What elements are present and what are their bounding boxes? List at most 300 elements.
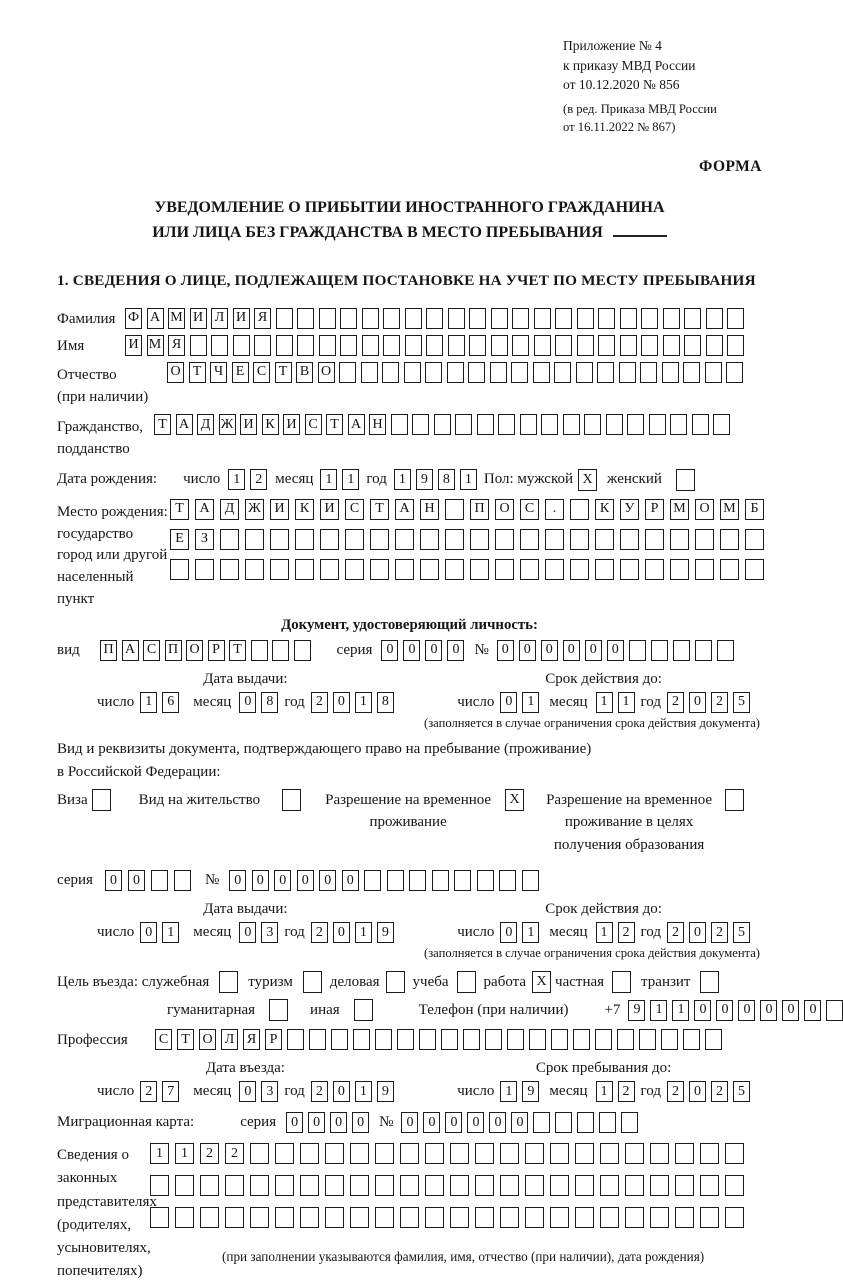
char-cell[interactable]: [400, 1143, 419, 1164]
birth-place-boxes-row2[interactable]: [170, 529, 764, 550]
char-cell[interactable]: [625, 1207, 644, 1228]
char-cell[interactable]: .: [545, 499, 564, 520]
char-cell[interactable]: [151, 870, 168, 891]
char-cell[interactable]: [425, 1207, 444, 1228]
char-cell[interactable]: [225, 1175, 244, 1196]
char-cell[interactable]: [454, 870, 471, 891]
char-cell[interactable]: [319, 335, 336, 356]
char-cell[interactable]: [391, 414, 408, 435]
char-cell[interactable]: [645, 559, 664, 580]
char-cell[interactable]: [397, 1029, 414, 1050]
char-cell[interactable]: [455, 414, 472, 435]
char-cell[interactable]: М: [147, 335, 164, 356]
char-cell[interactable]: 0: [239, 692, 256, 713]
char-cell[interactable]: 0: [511, 1112, 528, 1133]
char-cell[interactable]: [627, 414, 644, 435]
char-cell[interactable]: [420, 559, 439, 580]
char-cell[interactable]: О: [199, 1029, 216, 1050]
char-cell[interactable]: 0: [425, 640, 442, 661]
char-cell[interactable]: 9: [377, 1081, 394, 1102]
char-cell[interactable]: [200, 1175, 219, 1196]
char-cell[interactable]: [441, 1029, 458, 1050]
char-cell[interactable]: [225, 1207, 244, 1228]
char-cell[interactable]: [639, 1029, 656, 1050]
char-cell[interactable]: 6: [162, 692, 179, 713]
char-cell[interactable]: [713, 414, 730, 435]
char-cell[interactable]: [362, 308, 379, 329]
char-cell[interactable]: [375, 1029, 392, 1050]
char-cell[interactable]: [725, 1175, 744, 1196]
char-cell[interactable]: [468, 362, 485, 383]
char-cell[interactable]: 2: [311, 1081, 328, 1102]
char-cell[interactable]: 2: [667, 1081, 684, 1102]
birth-day-boxes[interactable]: [228, 469, 267, 490]
char-cell[interactable]: Т: [154, 414, 171, 435]
char-cell[interactable]: [375, 1175, 394, 1196]
char-cell[interactable]: 0: [500, 922, 517, 943]
char-cell[interactable]: 2: [618, 922, 635, 943]
char-cell[interactable]: [469, 308, 486, 329]
char-cell[interactable]: 1: [672, 1000, 689, 1021]
char-cell[interactable]: 0: [252, 870, 269, 891]
char-cell[interactable]: [575, 1175, 594, 1196]
char-cell[interactable]: [706, 335, 723, 356]
char-cell[interactable]: [447, 362, 464, 383]
char-cell[interactable]: [649, 414, 666, 435]
char-cell[interactable]: [445, 559, 464, 580]
char-cell[interactable]: [370, 529, 389, 550]
char-cell[interactable]: [400, 1207, 419, 1228]
legal-reps-boxes-row3[interactable]: [150, 1207, 744, 1228]
char-cell[interactable]: [520, 559, 539, 580]
char-cell[interactable]: [621, 1112, 638, 1133]
char-cell[interactable]: Л: [211, 308, 228, 329]
char-cell[interactable]: Д: [197, 414, 214, 435]
char-cell[interactable]: [554, 362, 571, 383]
char-cell[interactable]: [405, 335, 422, 356]
char-cell[interactable]: [364, 870, 381, 891]
char-cell[interactable]: [684, 308, 701, 329]
char-cell[interactable]: 0: [445, 1112, 462, 1133]
char-cell[interactable]: 0: [716, 1000, 733, 1021]
char-cell[interactable]: [577, 335, 594, 356]
char-cell[interactable]: И: [320, 499, 339, 520]
birth-month-boxes[interactable]: [320, 469, 359, 490]
char-cell[interactable]: Т: [370, 499, 389, 520]
char-cell[interactable]: [361, 362, 378, 383]
char-cell[interactable]: [470, 559, 489, 580]
char-cell[interactable]: [675, 1143, 694, 1164]
char-cell[interactable]: [600, 1207, 619, 1228]
char-cell[interactable]: [675, 1175, 694, 1196]
char-cell[interactable]: П: [165, 640, 182, 661]
char-cell[interactable]: [570, 499, 589, 520]
char-cell[interactable]: 2: [618, 1081, 635, 1102]
residence-issue-year[interactable]: [311, 922, 394, 943]
char-cell[interactable]: [375, 1143, 394, 1164]
char-cell[interactable]: 8: [377, 692, 394, 713]
char-cell[interactable]: 1: [355, 922, 372, 943]
char-cell[interactable]: [595, 1029, 612, 1050]
char-cell[interactable]: О: [495, 499, 514, 520]
char-cell[interactable]: [331, 1029, 348, 1050]
char-cell[interactable]: Д: [220, 499, 239, 520]
char-cell[interactable]: 9: [377, 922, 394, 943]
char-cell[interactable]: [370, 559, 389, 580]
purpose-study-checkbox[interactable]: [457, 971, 476, 993]
char-cell[interactable]: 2: [311, 692, 328, 713]
identity-issue-day[interactable]: [140, 692, 179, 713]
char-cell[interactable]: С: [305, 414, 322, 435]
char-cell[interactable]: Е: [170, 529, 189, 550]
char-cell[interactable]: [533, 1112, 550, 1133]
char-cell[interactable]: [409, 870, 426, 891]
char-cell[interactable]: И: [270, 499, 289, 520]
char-cell[interactable]: [600, 1143, 619, 1164]
purpose-tourism-checkbox[interactable]: [303, 971, 322, 993]
char-cell[interactable]: [150, 1207, 169, 1228]
char-cell[interactable]: [673, 640, 690, 661]
char-cell[interactable]: 1: [355, 692, 372, 713]
char-cell[interactable]: [570, 559, 589, 580]
char-cell[interactable]: Н: [420, 499, 439, 520]
char-cell[interactable]: [250, 1175, 269, 1196]
char-cell[interactable]: [383, 308, 400, 329]
char-cell[interactable]: [297, 335, 314, 356]
char-cell[interactable]: [220, 559, 239, 580]
char-cell[interactable]: [727, 335, 744, 356]
char-cell[interactable]: 0: [563, 640, 580, 661]
char-cell[interactable]: [426, 308, 443, 329]
char-cell[interactable]: [445, 499, 464, 520]
sex-male-checkbox[interactable]: X: [578, 469, 597, 491]
char-cell[interactable]: Т: [189, 362, 206, 383]
entry-day[interactable]: [140, 1081, 179, 1102]
char-cell[interactable]: 9: [522, 1081, 539, 1102]
citizenship-boxes[interactable]: [154, 414, 730, 435]
char-cell[interactable]: [345, 559, 364, 580]
char-cell[interactable]: [272, 640, 289, 661]
char-cell[interactable]: Я: [243, 1029, 260, 1050]
char-cell[interactable]: 1: [596, 692, 613, 713]
char-cell[interactable]: [275, 1207, 294, 1228]
char-cell[interactable]: [425, 1175, 444, 1196]
char-cell[interactable]: И: [190, 308, 207, 329]
char-cell[interactable]: [507, 1029, 524, 1050]
char-cell[interactable]: А: [147, 308, 164, 329]
char-cell[interactable]: 0: [239, 922, 256, 943]
identity-expiry-day[interactable]: [500, 692, 539, 713]
entry-year[interactable]: [311, 1081, 394, 1102]
char-cell[interactable]: [705, 1029, 722, 1050]
char-cell[interactable]: С: [345, 499, 364, 520]
char-cell[interactable]: [625, 1175, 644, 1196]
char-cell[interactable]: [195, 559, 214, 580]
char-cell[interactable]: [550, 1207, 569, 1228]
char-cell[interactable]: 7: [162, 1081, 179, 1102]
char-cell[interactable]: [575, 1143, 594, 1164]
residence-expiry-year[interactable]: [667, 922, 750, 943]
char-cell[interactable]: [727, 308, 744, 329]
char-cell[interactable]: [382, 362, 399, 383]
purpose-humanitarian-checkbox[interactable]: [269, 999, 288, 1021]
char-cell[interactable]: [512, 308, 529, 329]
char-cell[interactable]: [400, 1175, 419, 1196]
char-cell[interactable]: [470, 529, 489, 550]
char-cell[interactable]: 1: [618, 692, 635, 713]
char-cell[interactable]: Т: [170, 499, 189, 520]
char-cell[interactable]: К: [295, 499, 314, 520]
char-cell[interactable]: [695, 640, 712, 661]
char-cell[interactable]: [620, 335, 637, 356]
char-cell[interactable]: [695, 559, 714, 580]
char-cell[interactable]: 0: [804, 1000, 821, 1021]
char-cell[interactable]: [450, 1207, 469, 1228]
char-cell[interactable]: [641, 335, 658, 356]
char-cell[interactable]: 2: [711, 1081, 728, 1102]
char-cell[interactable]: [300, 1207, 319, 1228]
char-cell[interactable]: 1: [150, 1143, 169, 1164]
char-cell[interactable]: [170, 559, 189, 580]
char-cell[interactable]: [445, 529, 464, 550]
char-cell[interactable]: [477, 870, 494, 891]
char-cell[interactable]: [463, 1029, 480, 1050]
profession-boxes[interactable]: [155, 1029, 722, 1050]
char-cell[interactable]: П: [100, 640, 117, 661]
char-cell[interactable]: 0: [330, 1112, 347, 1133]
char-cell[interactable]: [345, 529, 364, 550]
char-cell[interactable]: [683, 362, 700, 383]
char-cell[interactable]: [670, 529, 689, 550]
char-cell[interactable]: [598, 335, 615, 356]
char-cell[interactable]: [550, 1175, 569, 1196]
char-cell[interactable]: [276, 308, 293, 329]
char-cell[interactable]: [640, 362, 657, 383]
char-cell[interactable]: [619, 362, 636, 383]
char-cell[interactable]: [340, 308, 357, 329]
char-cell[interactable]: [511, 362, 528, 383]
char-cell[interactable]: 2: [667, 692, 684, 713]
char-cell[interactable]: [512, 335, 529, 356]
char-cell[interactable]: 0: [140, 922, 157, 943]
char-cell[interactable]: [450, 1175, 469, 1196]
char-cell[interactable]: [541, 414, 558, 435]
char-cell[interactable]: С: [520, 499, 539, 520]
char-cell[interactable]: 0: [274, 870, 291, 891]
legal-reps-boxes-row1[interactable]: [150, 1143, 744, 1164]
char-cell[interactable]: [662, 362, 679, 383]
char-cell[interactable]: 0: [423, 1112, 440, 1133]
char-cell[interactable]: [254, 335, 271, 356]
char-cell[interactable]: [663, 335, 680, 356]
residence-expiry-month[interactable]: [596, 922, 635, 943]
char-cell[interactable]: [651, 640, 668, 661]
char-cell[interactable]: [245, 559, 264, 580]
stay-month[interactable]: [596, 1081, 635, 1102]
char-cell[interactable]: [245, 529, 264, 550]
char-cell[interactable]: [534, 308, 551, 329]
char-cell[interactable]: [663, 308, 680, 329]
char-cell[interactable]: 0: [489, 1112, 506, 1133]
char-cell[interactable]: [450, 1143, 469, 1164]
char-cell[interactable]: [645, 529, 664, 550]
char-cell[interactable]: 2: [311, 922, 328, 943]
char-cell[interactable]: [745, 559, 764, 580]
char-cell[interactable]: [650, 1175, 669, 1196]
char-cell[interactable]: [525, 1143, 544, 1164]
char-cell[interactable]: 1: [394, 469, 411, 490]
birth-place-boxes-row1[interactable]: [170, 499, 764, 520]
char-cell[interactable]: [725, 1143, 744, 1164]
char-cell[interactable]: С: [253, 362, 270, 383]
char-cell[interactable]: 1: [522, 692, 539, 713]
identity-issue-month[interactable]: [239, 692, 278, 713]
char-cell[interactable]: [233, 335, 250, 356]
residence-issue-day[interactable]: [140, 922, 179, 943]
char-cell[interactable]: [475, 1175, 494, 1196]
char-cell[interactable]: С: [155, 1029, 172, 1050]
char-cell[interactable]: 8: [438, 469, 455, 490]
char-cell[interactable]: 3: [261, 1081, 278, 1102]
char-cell[interactable]: [661, 1029, 678, 1050]
char-cell[interactable]: 0: [500, 692, 517, 713]
char-cell[interactable]: М: [168, 308, 185, 329]
char-cell[interactable]: [577, 308, 594, 329]
phone-boxes[interactable]: [628, 1000, 843, 1021]
char-cell[interactable]: 0: [286, 1112, 303, 1133]
char-cell[interactable]: О: [167, 362, 184, 383]
char-cell[interactable]: [533, 362, 550, 383]
char-cell[interactable]: А: [122, 640, 139, 661]
char-cell[interactable]: 2: [250, 469, 267, 490]
char-cell[interactable]: В: [296, 362, 313, 383]
char-cell[interactable]: 3: [261, 922, 278, 943]
char-cell[interactable]: [683, 1029, 700, 1050]
char-cell[interactable]: Т: [229, 640, 246, 661]
char-cell[interactable]: 2: [140, 1081, 157, 1102]
char-cell[interactable]: 0: [519, 640, 536, 661]
char-cell[interactable]: [412, 414, 429, 435]
char-cell[interactable]: [595, 529, 614, 550]
residence-issue-month[interactable]: [239, 922, 278, 943]
char-cell[interactable]: [448, 308, 465, 329]
char-cell[interactable]: [495, 529, 514, 550]
char-cell[interactable]: 1: [522, 922, 539, 943]
char-cell[interactable]: А: [195, 499, 214, 520]
char-cell[interactable]: 9: [416, 469, 433, 490]
char-cell[interactable]: [675, 1207, 694, 1228]
char-cell[interactable]: К: [595, 499, 614, 520]
char-cell[interactable]: 1: [320, 469, 337, 490]
char-cell[interactable]: 2: [667, 922, 684, 943]
char-cell[interactable]: [500, 1143, 519, 1164]
char-cell[interactable]: 0: [381, 640, 398, 661]
char-cell[interactable]: [545, 529, 564, 550]
char-cell[interactable]: 8: [261, 692, 278, 713]
temp-residence-checkbox[interactable]: X: [505, 789, 524, 811]
char-cell[interactable]: 1: [500, 1081, 517, 1102]
char-cell[interactable]: [700, 1207, 719, 1228]
char-cell[interactable]: А: [395, 499, 414, 520]
char-cell[interactable]: [620, 559, 639, 580]
char-cell[interactable]: [350, 1207, 369, 1228]
purpose-transit-checkbox[interactable]: [700, 971, 719, 993]
char-cell[interactable]: Р: [265, 1029, 282, 1050]
char-cell[interactable]: [339, 362, 356, 383]
purpose-work-checkbox[interactable]: X: [532, 971, 551, 993]
char-cell[interactable]: [387, 870, 404, 891]
char-cell[interactable]: [395, 529, 414, 550]
char-cell[interactable]: [555, 335, 572, 356]
purpose-other-checkbox[interactable]: [354, 999, 373, 1021]
char-cell[interactable]: [600, 1175, 619, 1196]
char-cell[interactable]: С: [143, 640, 160, 661]
char-cell[interactable]: [670, 559, 689, 580]
char-cell[interactable]: О: [318, 362, 335, 383]
birth-place-boxes-row3[interactable]: [170, 559, 764, 580]
char-cell[interactable]: 2: [711, 692, 728, 713]
char-cell[interactable]: [419, 1029, 436, 1050]
char-cell[interactable]: [300, 1175, 319, 1196]
char-cell[interactable]: [295, 529, 314, 550]
char-cell[interactable]: [617, 1029, 634, 1050]
char-cell[interactable]: [491, 335, 508, 356]
char-cell[interactable]: 0: [105, 870, 122, 891]
char-cell[interactable]: [340, 335, 357, 356]
char-cell[interactable]: [383, 335, 400, 356]
char-cell[interactable]: 5: [733, 1081, 750, 1102]
residence-expiry-day[interactable]: [500, 922, 539, 943]
char-cell[interactable]: М: [720, 499, 739, 520]
char-cell[interactable]: Т: [326, 414, 343, 435]
char-cell[interactable]: [150, 1175, 169, 1196]
char-cell[interactable]: [319, 308, 336, 329]
char-cell[interactable]: [220, 529, 239, 550]
char-cell[interactable]: Ж: [245, 499, 264, 520]
char-cell[interactable]: 1: [460, 469, 477, 490]
residence-permit-checkbox[interactable]: [282, 789, 301, 811]
purpose-business-checkbox[interactable]: [386, 971, 405, 993]
identity-issue-year[interactable]: [311, 692, 394, 713]
char-cell[interactable]: 1: [140, 692, 157, 713]
char-cell[interactable]: 0: [352, 1112, 369, 1133]
char-cell[interactable]: З: [195, 529, 214, 550]
char-cell[interactable]: 0: [342, 870, 359, 891]
identity-kind-boxes[interactable]: [100, 640, 311, 661]
char-cell[interactable]: 0: [689, 1081, 706, 1102]
char-cell[interactable]: [175, 1175, 194, 1196]
char-cell[interactable]: [405, 308, 422, 329]
char-cell[interactable]: [287, 1029, 304, 1050]
char-cell[interactable]: 1: [228, 469, 245, 490]
char-cell[interactable]: [297, 308, 314, 329]
char-cell[interactable]: [425, 1143, 444, 1164]
char-cell[interactable]: 0: [467, 1112, 484, 1133]
char-cell[interactable]: [300, 1143, 319, 1164]
char-cell[interactable]: 5: [733, 692, 750, 713]
char-cell[interactable]: [705, 362, 722, 383]
char-cell[interactable]: [475, 1207, 494, 1228]
char-cell[interactable]: [700, 1143, 719, 1164]
char-cell[interactable]: 0: [585, 640, 602, 661]
char-cell[interactable]: Л: [221, 1029, 238, 1050]
char-cell[interactable]: И: [233, 308, 250, 329]
char-cell[interactable]: [720, 529, 739, 550]
char-cell[interactable]: Р: [208, 640, 225, 661]
char-cell[interactable]: [325, 1143, 344, 1164]
char-cell[interactable]: [498, 414, 515, 435]
char-cell[interactable]: 0: [319, 870, 336, 891]
